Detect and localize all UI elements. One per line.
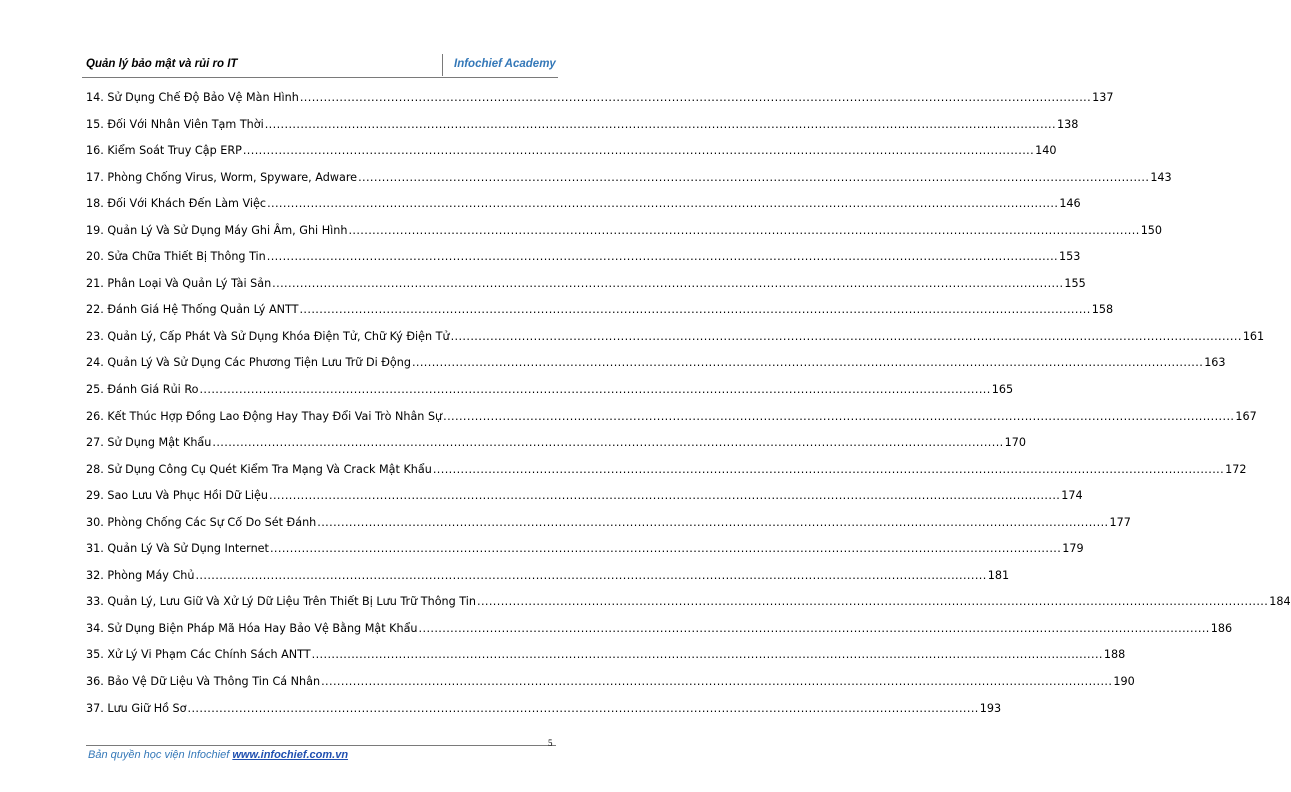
toc-dot-leader: ........................................................................................................................................................................................................ (476, 595, 1269, 609)
toc-entry-page: 179 (1062, 542, 1084, 556)
toc-dot-leader: ........................................................................................................................................................................................................ (242, 144, 1035, 158)
page-header (82, 54, 558, 78)
toc-dot-leader: ........................................................................................................................................................................................................ (348, 223, 1140, 237)
toc-entry-page: 146 (1059, 197, 1081, 211)
header-rule (82, 77, 558, 78)
toc-entry-page: 143 (1150, 170, 1172, 184)
copyright-text: Bản quyền học viện Infochief (88, 749, 230, 761)
toc-entry-title: 36. Bảo Vệ Dữ Liệu Và Thông Tin Cá Nhân (86, 675, 321, 689)
toc-dot-leader: ........................................................................................................................................................................................................ (317, 515, 1109, 529)
toc-entry-title: 28. Sử Dụng Công Cụ Quét Kiểm Tra Mạng Và Crack Mật Khẩu (86, 462, 432, 476)
toc-entry[interactable] (86, 647, 1126, 674)
toc-entry-title: 23. Quản Lý, Cấp Phát Và Sử Dụng Khóa Điện Tử, Chữ Ký Điện Tử (86, 329, 450, 343)
toc-entry-page: 167 (1235, 409, 1257, 423)
toc-dot-leader: ........................................................................................................................................................................................................ (187, 701, 979, 715)
toc-entry-page: 188 (1103, 648, 1126, 662)
toc-entry-page: 137 (1092, 91, 1114, 104)
toc-entry-page: 150 (1140, 223, 1163, 237)
toc-entry-page: 177 (1109, 515, 1131, 529)
toc-entry-title: 21. Phân Loại Và Quản Lý Tài Sản (86, 276, 272, 290)
toc-entry-title: 32. Phòng Máy Chủ (86, 568, 195, 582)
toc-entry-page: 165 (991, 383, 1014, 397)
toc-dot-leader: ........................................................................................................................................................................................................ (266, 250, 1059, 264)
toc-entry-title: 37. Lưu Giữ Hồ Sơ (86, 701, 187, 715)
toc-dot-leader: ........................................................................................................................................................................................................ (195, 568, 987, 582)
toc-entry-page: 172 (1225, 462, 1247, 476)
page-footer (88, 749, 348, 761)
toc-dot-leader: ........................................................................................................................................................................................................ (212, 436, 1004, 450)
toc-entry-page: 158 (1091, 303, 1114, 317)
toc-dot-leader: ........................................................................................................................................................................................................ (264, 117, 1056, 131)
toc-entry[interactable] (86, 462, 1247, 489)
toc-entry[interactable] (86, 409, 1257, 436)
toc-entry[interactable] (86, 435, 1026, 462)
toc-entry[interactable] (86, 701, 1002, 728)
toc-entry-title: 25. Đánh Giá Rủi Ro (86, 383, 199, 397)
toc-entry-page: 170 (1004, 436, 1026, 450)
table-of-contents (86, 90, 1291, 727)
toc-entry-title: 29. Sao Lưu Và Phục Hồi Dữ Liệu (86, 489, 269, 503)
toc-entry-title: 18. Đối Với Khách Đến Làm Việc (86, 197, 267, 211)
toc-entry-title: 14. Sử Dụng Chế Độ Bảo Vệ Màn Hình (86, 91, 299, 104)
toc-entry-title: 33. Quản Lý, Lưu Giữ Và Xử Lý Dữ Liệu Trên Thiết Bị Lưu Trữ Thông Tin (86, 595, 476, 609)
toc-entry-title: 16. Kiểm Soát Truy Cập ERP (86, 144, 242, 158)
toc-dot-leader: ........................................................................................................................................................................................................ (411, 356, 1204, 370)
toc-entry-title: 17. Phòng Chống Virus, Worm, Spyware, Adware (86, 170, 358, 184)
toc-entry-page: 186 (1210, 621, 1233, 635)
toc-entry-page: 153 (1059, 250, 1081, 264)
toc-dot-leader: ........................................................................................................................................................................................................ (450, 329, 1242, 343)
toc-entry[interactable] (86, 117, 1079, 144)
toc-dot-leader: ........................................................................................................................................................................................................ (299, 303, 1091, 317)
toc-entry-page: 140 (1035, 144, 1057, 158)
toc-entry[interactable] (86, 621, 1233, 648)
toc-entry[interactable] (86, 568, 1010, 595)
toc-entry-title: 19. Quản Lý Và Sử Dụng Máy Ghi Âm, Ghi Hình (86, 223, 348, 237)
toc-entry-page: 163 (1204, 356, 1226, 370)
document-title: Quản lý bảo mật và rủi ro IT (86, 58, 238, 70)
toc-dot-leader: ........................................................................................................................................................................................................ (272, 276, 1064, 290)
page-number: 5 (548, 738, 553, 748)
brand-name: Infochief Academy (454, 58, 556, 70)
toc-entry[interactable] (86, 170, 1172, 197)
toc-entry-title: 26. Kết Thúc Hợp Đồng Lao Động Hay Thay Đổi Vai Trò Nhân Sự (86, 409, 443, 423)
toc-dot-leader: ........................................................................................................................................................................................................ (418, 621, 1210, 635)
toc-entry[interactable] (86, 90, 1114, 117)
toc-dot-leader: ........................................................................................................................................................................................................ (443, 409, 1235, 423)
toc-dot-leader: ........................................................................................................................................................................................................ (358, 170, 1150, 184)
toc-dot-leader: ........................................................................................................................................................................................................ (432, 462, 1225, 476)
toc-entry-title: 22. Đánh Giá Hệ Thống Quản Lý ANTT (86, 303, 299, 317)
toc-entry-title: 30. Phòng Chống Các Sự Cố Do Sét Đánh (86, 515, 317, 529)
toc-entry[interactable] (86, 674, 1135, 701)
header-divider (442, 54, 443, 76)
toc-dot-leader: ........................................................................................................................................................................................................ (299, 91, 1092, 104)
toc-dot-leader: ........................................................................................................................................................................................................ (269, 489, 1061, 503)
toc-entry[interactable] (86, 355, 1226, 382)
toc-entry-page: 181 (987, 568, 1010, 582)
website-link[interactable]: www.infochief.com.vn (232, 749, 349, 761)
toc-entry-title: 20. Sửa Chữa Thiết Bị Thông Tin (86, 250, 266, 264)
toc-entry-page: 184 (1269, 595, 1291, 609)
toc-dot-leader: ........................................................................................................................................................................................................ (269, 542, 1062, 556)
toc-entry[interactable] (86, 329, 1265, 356)
toc-entry-page: 138 (1056, 117, 1079, 131)
toc-dot-leader: ........................................................................................................................................................................................................ (311, 648, 1103, 662)
toc-dot-leader: ........................................................................................................................................................................................................ (199, 383, 991, 397)
toc-entry-title: 27. Sử Dụng Mật Khẩu (86, 436, 212, 450)
toc-entry-title: 15. Đối Với Nhân Viên Tạm Thời (86, 117, 264, 131)
toc-entry[interactable] (86, 541, 1084, 568)
toc-entry-title: 31. Quản Lý Và Sử Dụng Internet (86, 542, 269, 556)
toc-dot-leader: ........................................................................................................................................................................................................ (267, 197, 1059, 211)
toc-entry[interactable] (86, 515, 1131, 542)
toc-entry[interactable] (86, 488, 1083, 515)
toc-entry-page: 174 (1061, 489, 1083, 503)
toc-entry[interactable] (86, 382, 1014, 409)
toc-entry[interactable] (86, 302, 1114, 329)
toc-entry-page: 161 (1242, 329, 1265, 343)
footer-rule (86, 745, 556, 746)
toc-entry-page: 190 (1113, 675, 1135, 689)
toc-entry-title: 34. Sử Dụng Biện Pháp Mã Hóa Hay Bảo Vệ Bằng Mật Khẩu (86, 621, 418, 635)
toc-entry-title: 24. Quản Lý Và Sử Dụng Các Phương Tiện Lưu Trữ Di Động (86, 356, 411, 370)
toc-entry[interactable] (86, 276, 1086, 303)
toc-entry[interactable] (86, 594, 1291, 621)
toc-entry[interactable] (86, 249, 1081, 276)
toc-entry[interactable] (86, 196, 1081, 223)
toc-dot-leader: ........................................................................................................................................................................................................ (321, 675, 1113, 689)
toc-entry-page: 193 (979, 701, 1002, 715)
toc-entry-title: 35. Xử Lý Vi Phạm Các Chính Sách ANTT (86, 648, 311, 662)
toc-entry[interactable] (86, 223, 1163, 250)
toc-entry[interactable] (86, 143, 1057, 170)
toc-entry-page: 155 (1064, 276, 1086, 290)
